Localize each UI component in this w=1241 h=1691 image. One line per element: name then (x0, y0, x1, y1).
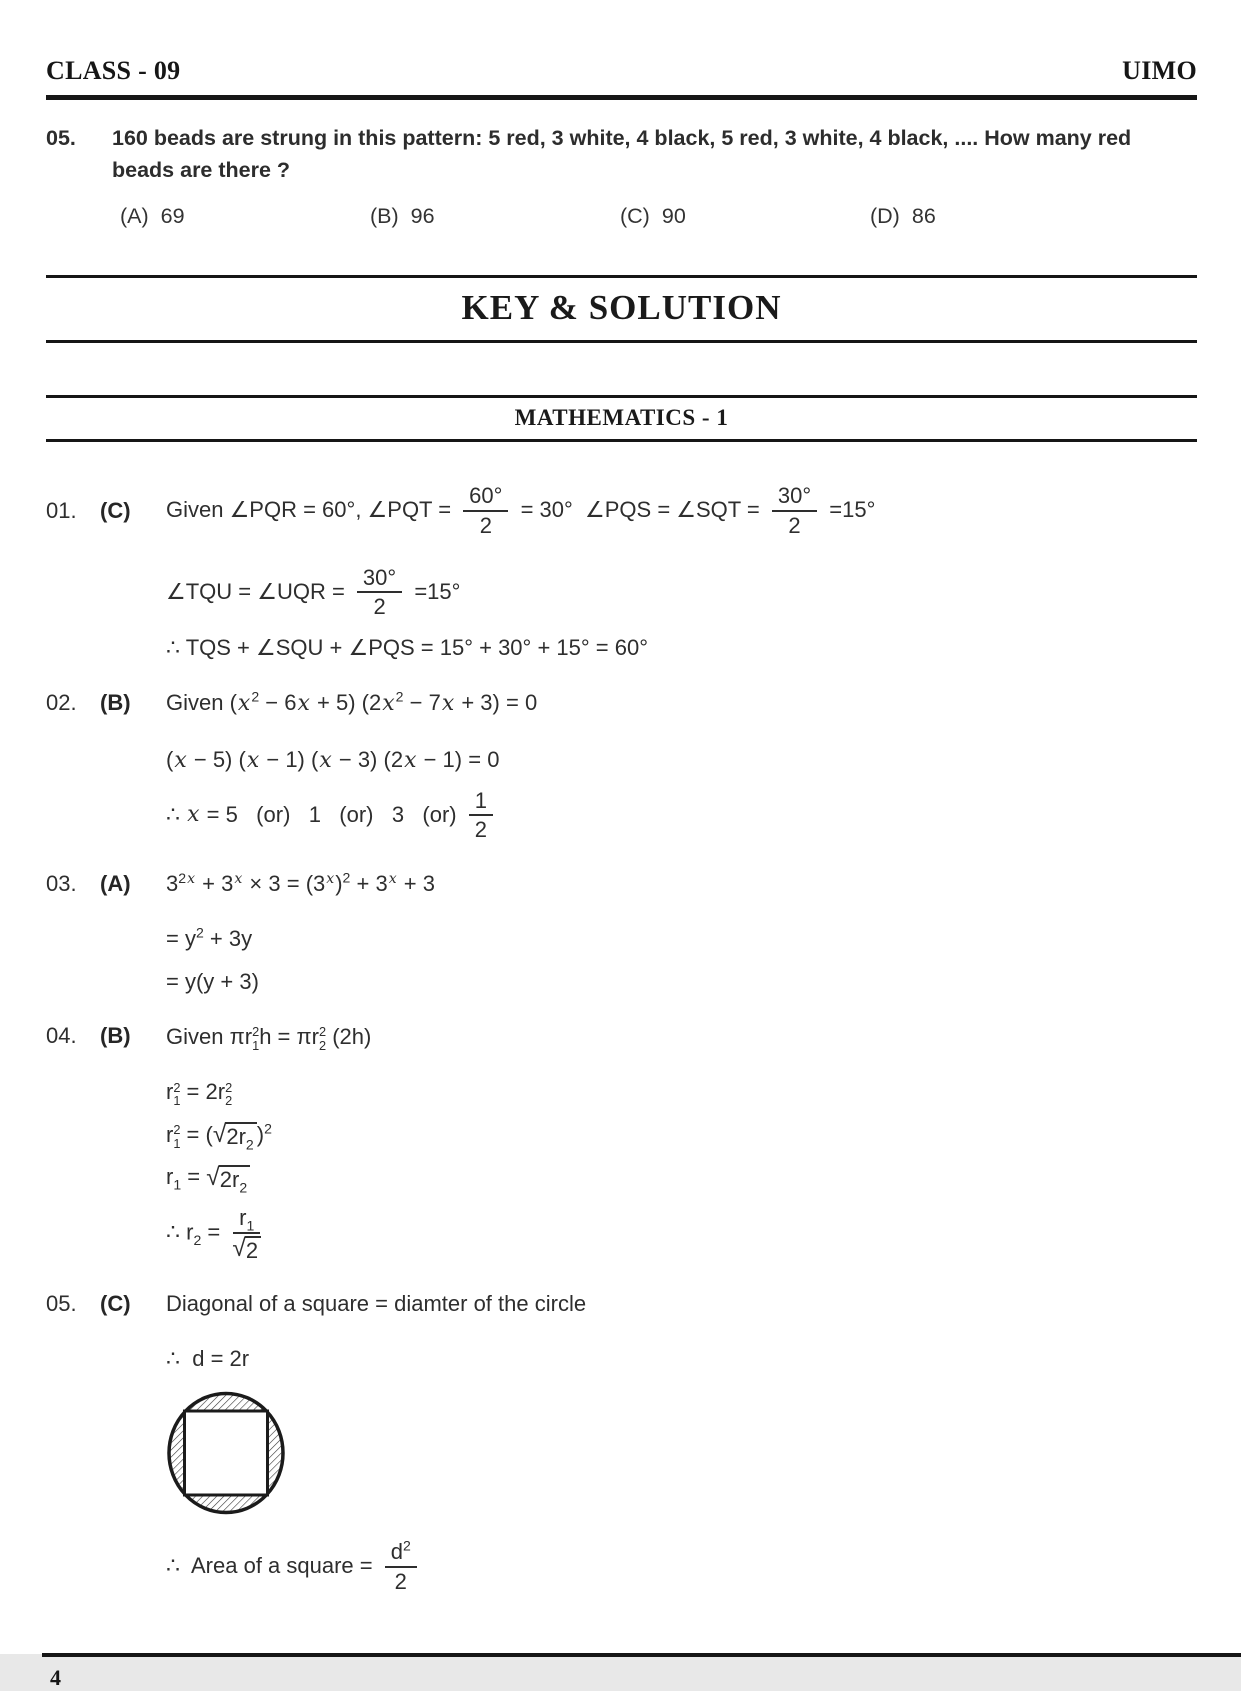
math-variable: x (326, 871, 335, 888)
option-a-label: (A) (120, 203, 149, 228)
solution-line: (x − 5) (x − 1) (x − 3) (2x − 1) = 0 (166, 746, 500, 773)
fraction: $\frac{60^\circ}{2}$ (463, 483, 508, 539)
math-variable: x (382, 691, 395, 717)
solution-line (166, 1391, 1197, 1523)
solution-line: ∴ $r_2$ = $r_1$ √ 2 (166, 1205, 1197, 1263)
solution-answer: (A) (100, 870, 131, 896)
option-d-label: (D) (870, 203, 900, 228)
circle-square-diagram (166, 1391, 287, 1516)
square-root: √ 2 (232, 1236, 261, 1263)
solution-answer: (C) (100, 1290, 131, 1316)
solution-line: ∴ Area of a square = $\frac{d^2}{2}$ (166, 1539, 1197, 1595)
subject-banner (46, 395, 1197, 442)
header-rule (46, 95, 1197, 100)
solution-04 (46, 1009, 1197, 1263)
stacked-sub-sup: 2 2 (319, 1024, 327, 1053)
math-variable: x (234, 871, 243, 888)
math-variable: x (187, 802, 200, 828)
superscript (325, 870, 335, 886)
math-variable: x (404, 747, 417, 773)
solution-answer: (B) (100, 1023, 131, 1049)
superscript: 2 (195, 925, 204, 942)
option-d-value: 86 (911, 203, 936, 228)
math-variable: x (319, 747, 332, 773)
subscript: 1 (246, 1217, 255, 1234)
header-class-label: CLASS - 09 (46, 56, 181, 85)
superscript (233, 870, 243, 886)
question-number: 05. (46, 126, 76, 150)
solution-line: Given πr 2 1 h = πr 2 2 (2h) (166, 1023, 372, 1053)
math-variable: x (237, 691, 251, 717)
superscript: 2 (395, 689, 404, 706)
subscript: 2 (193, 1232, 202, 1249)
solution-number: 02. (46, 690, 77, 716)
key-solution-banner (46, 275, 1197, 343)
solution-line: Given $(x^2 - 6x + 5) (2x^2 - 7x + 3) = 0$ (166, 689, 538, 717)
superscript: 2x (178, 870, 196, 888)
fraction: $r_1$ √ 2 (232, 1205, 261, 1263)
superscript: 2 (342, 870, 351, 887)
math-variable: x (297, 691, 310, 717)
fraction: $\frac{30^\circ}{2}$ (357, 565, 402, 621)
solution-05 (46, 1276, 1197, 1595)
solution-answer: (C) (100, 497, 131, 523)
subscript: 2 (245, 1136, 254, 1153)
option-b-label: (B) (370, 203, 399, 228)
math-variable: x (174, 747, 187, 773)
question-text: 160 beads are strung in this pattern: 5 red, 3 white, 4 black, 5 red, 3 white, 4 black, .... How many red beads are there ? (112, 126, 1132, 182)
header-exam-label: UIMO (1122, 56, 1197, 85)
stacked-sub-sup: 2 2 (225, 1079, 233, 1109)
option-c (620, 204, 870, 229)
solution-number: 04. (46, 1023, 77, 1049)
option-b-value: 96 (410, 203, 435, 228)
stacked-sub-sup: 2 1 (173, 1122, 181, 1151)
solution-number: 01. (46, 497, 77, 523)
fraction: $\frac{d^2}{2}$ (385, 1539, 417, 1595)
square-root: √ $2r_2$ (213, 1122, 257, 1149)
square-root: √ $2r_2$ (206, 1165, 250, 1192)
question-block (46, 123, 1197, 187)
inscribed-square-shape (185, 1411, 268, 1495)
subject-title: MATHEMATICS - 1 (514, 404, 729, 430)
solution-line: r 2 1 = 2r 2 2 (166, 1079, 233, 1109)
solution-02 (46, 675, 1197, 843)
superscript: 2 (264, 1120, 272, 1137)
superscript: 2 (251, 689, 260, 706)
option-d (870, 204, 1120, 229)
solution-line: Diagonal of a square = diamter of the circle (166, 1290, 587, 1316)
solution-answer: (B) (100, 690, 131, 716)
solution-03 (46, 856, 1197, 995)
solution-line: = y(y + 3) (166, 968, 259, 994)
solution-line: r 2 1 = ( √ $2r_2$ )$^2$ (166, 1120, 272, 1153)
solution-01 (46, 470, 1197, 663)
math-variable: x (388, 871, 397, 888)
fraction: $\frac{30^\circ}{2}$ (772, 483, 817, 539)
option-b (370, 204, 620, 229)
solution-line: ∴ x = 5 (or) 1 (or) 3 (or) $\frac{1}{2}$ (166, 788, 1197, 844)
solution-line: = $y^2 + 3y$ (166, 925, 253, 952)
stacked-sub-sup: 2 1 (252, 1024, 260, 1053)
solution-number: 03. (46, 870, 77, 896)
math-variable: x (187, 871, 196, 888)
option-c-value: 90 (661, 203, 686, 228)
solution-line: $3^{2x} + 3^x \times 3 = (3^x)^2 + 3^x + 3$ (166, 870, 435, 897)
solution-number: 05. (46, 1290, 77, 1316)
option-a (120, 204, 370, 229)
subscript: 1 (173, 1176, 182, 1193)
solution-line: Given ∠PQR = 60°, ∠PQT = $\frac{60^\circ}{2}$ = 30° ∠PQS = ∠SQT = $\frac{30^\circ}{2}$ =15° (166, 482, 876, 538)
key-solution-title: KEY & SOLUTION (461, 287, 782, 327)
options-row (120, 204, 1197, 229)
superscript (388, 870, 398, 886)
math-variable: x (441, 691, 455, 717)
option-c-label: (C) (620, 203, 650, 228)
superscript: 2 (403, 1537, 411, 1554)
solutions-list (46, 470, 1197, 1595)
solution-line: ∠TQU = ∠UQR = $\frac{30^\circ}{2}$ =15° (166, 564, 461, 620)
page-number: 4 (50, 1664, 61, 1690)
math-variable: x (246, 747, 260, 773)
option-a-value: 69 (160, 203, 185, 228)
solution-line: ∴ TQS + ∠SQU + ∠PQS = 15° + 30° + 15° = 60° (166, 635, 649, 661)
stacked-sub-sup: 2 1 (173, 1079, 181, 1109)
solution-line: ∴ d = 2r (166, 1346, 250, 1372)
circle-square-figure (166, 1391, 1197, 1523)
fraction: $\frac{1}{2}$ (469, 788, 493, 844)
subscript: 2 (239, 1179, 248, 1196)
page-header (46, 56, 1197, 86)
solution-line: $r_1$ = √ $2r_2$ (166, 1162, 1197, 1192)
